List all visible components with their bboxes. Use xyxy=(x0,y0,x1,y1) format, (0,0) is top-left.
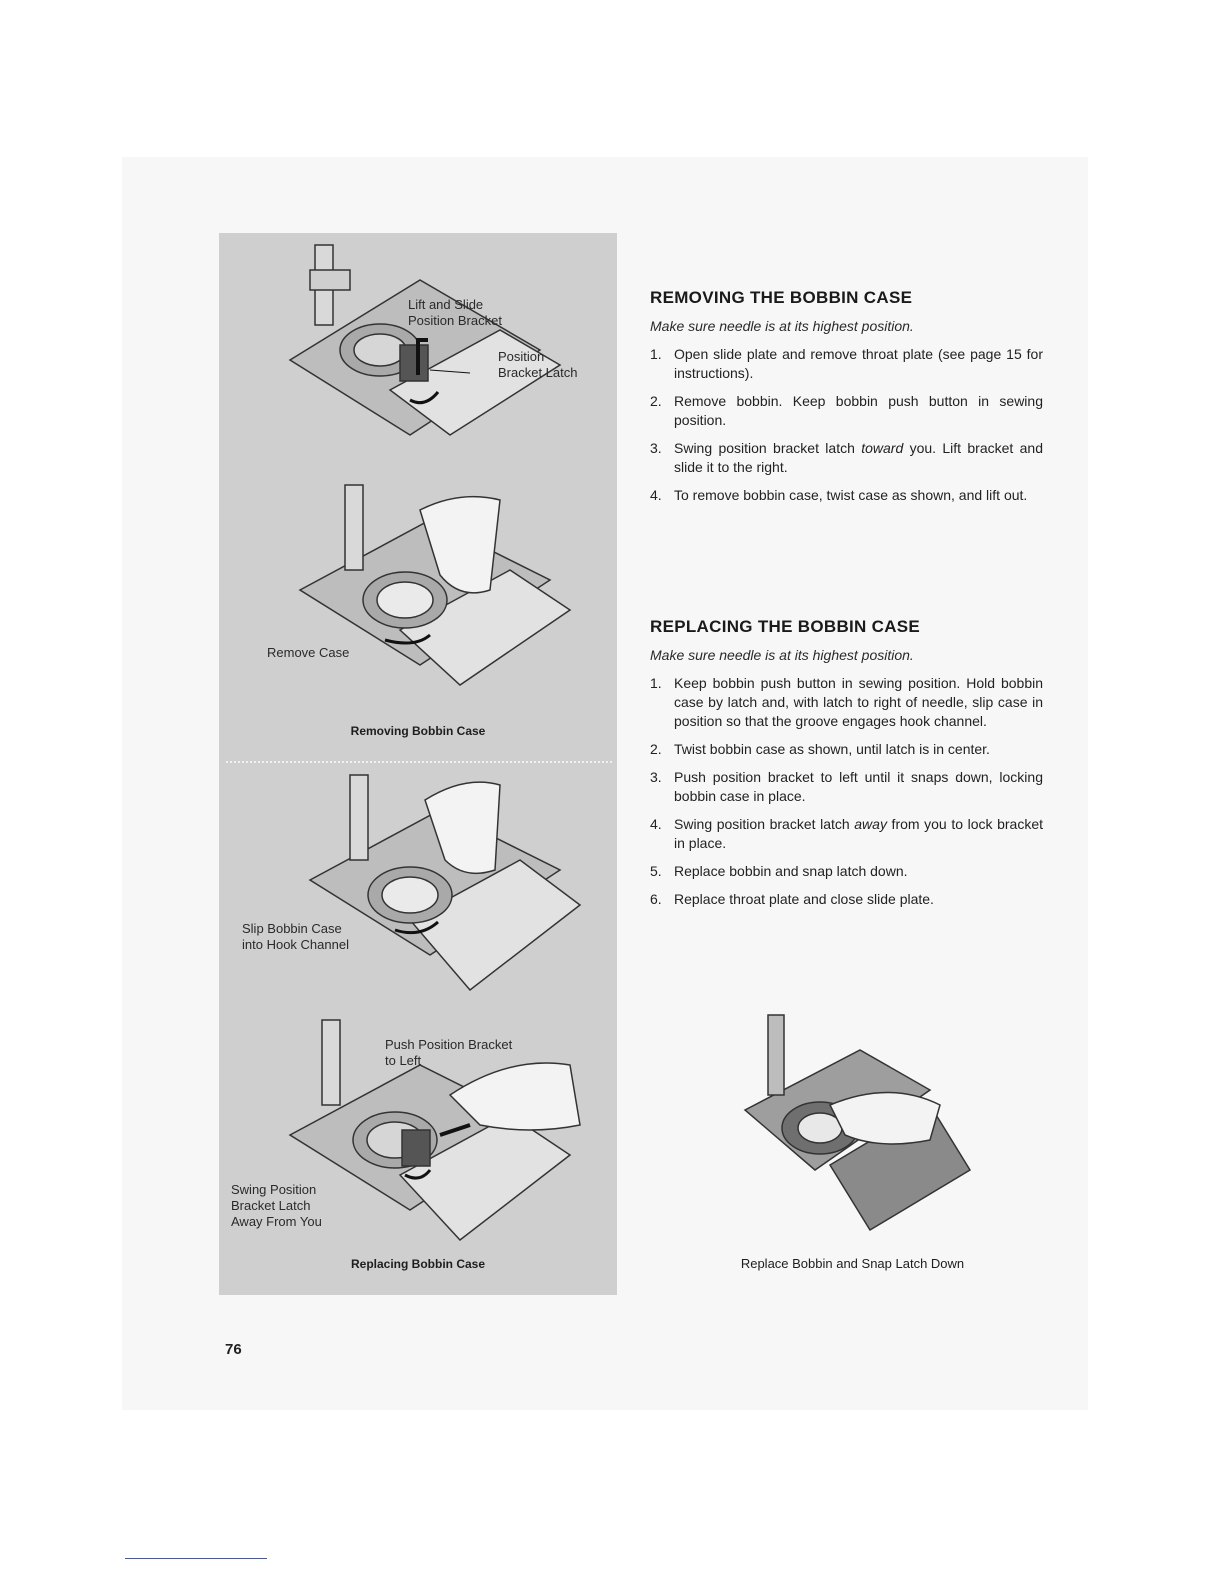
replacing-step-3: 3. Push position bracket to left until it snaps down, locking bobbin case in place. xyxy=(650,769,1043,804)
illustration-slip-case xyxy=(300,770,590,1000)
replacing-step-6: 6. Replace throat plate and close slide plate. xyxy=(650,891,934,907)
subhead-replacing: Make sure needle is at its highest position. xyxy=(650,647,914,663)
caption-replacing: Replacing Bobbin Case xyxy=(350,1257,486,1271)
replacing-step-1: 1. Keep bobbin push button in sewing position. Hold bobbin case by latch and, with latch to right of needle, slip case in position so that the groove engages hook channel. xyxy=(650,675,1043,729)
removing-steps xyxy=(650,345,1043,514)
caption-snap: Replace Bobbin and Snap Latch Down xyxy=(740,1256,965,1271)
removing-step-1: 1. Open slide plate and remove throat plate (see page 15 for instructions). xyxy=(650,346,1043,381)
heading-replacing: REPLACING THE BOBBIN CASE xyxy=(650,617,921,636)
label-lift-slide: Lift and Slide Position Bracket xyxy=(408,297,502,328)
removing-step-4: 4. To remove bobbin case, twist case as shown, and lift out. xyxy=(650,487,1028,503)
label-push-bracket: Push Position Bracket to Left xyxy=(385,1037,513,1068)
page-number: 76 xyxy=(225,1341,242,1358)
label-slip-case: Slip Bobbin Case into Hook Channel xyxy=(242,921,349,952)
illustration-snap-latch xyxy=(740,1010,970,1235)
label-swing-latch: Swing Position Bracket Latch Away From You xyxy=(231,1182,322,1229)
replacing-step-5: 5. Replace bobbin and snap latch down. xyxy=(650,863,908,879)
illustration-lift-bracket xyxy=(270,240,570,440)
removing-step-3: 3. Swing position bracket latch toward you. Lift bracket and slide it to the right. xyxy=(650,440,1043,475)
label-bracket-latch: Position Bracket Latch xyxy=(498,349,578,380)
footer-rule xyxy=(125,1558,267,1559)
replacing-step-2: 2. Twist bobbin case as shown, until latch is in center. xyxy=(650,741,990,757)
caption-removing: Removing Bobbin Case xyxy=(350,724,486,738)
panel-divider xyxy=(226,761,612,763)
subhead-removing: Make sure needle is at its highest position. xyxy=(650,318,914,334)
removing-step-2: 2. Remove bobbin. Keep bobbin push button in sewing position. xyxy=(650,393,1043,428)
label-remove-case: Remove Case xyxy=(267,645,350,660)
heading-removing: REMOVING THE BOBBIN CASE xyxy=(650,288,913,307)
illustration-remove-case xyxy=(290,480,580,700)
replacing-step-4: 4. Swing position bracket latch away from you to lock bracket in place. xyxy=(650,816,1043,851)
replacing-steps xyxy=(650,674,1043,918)
